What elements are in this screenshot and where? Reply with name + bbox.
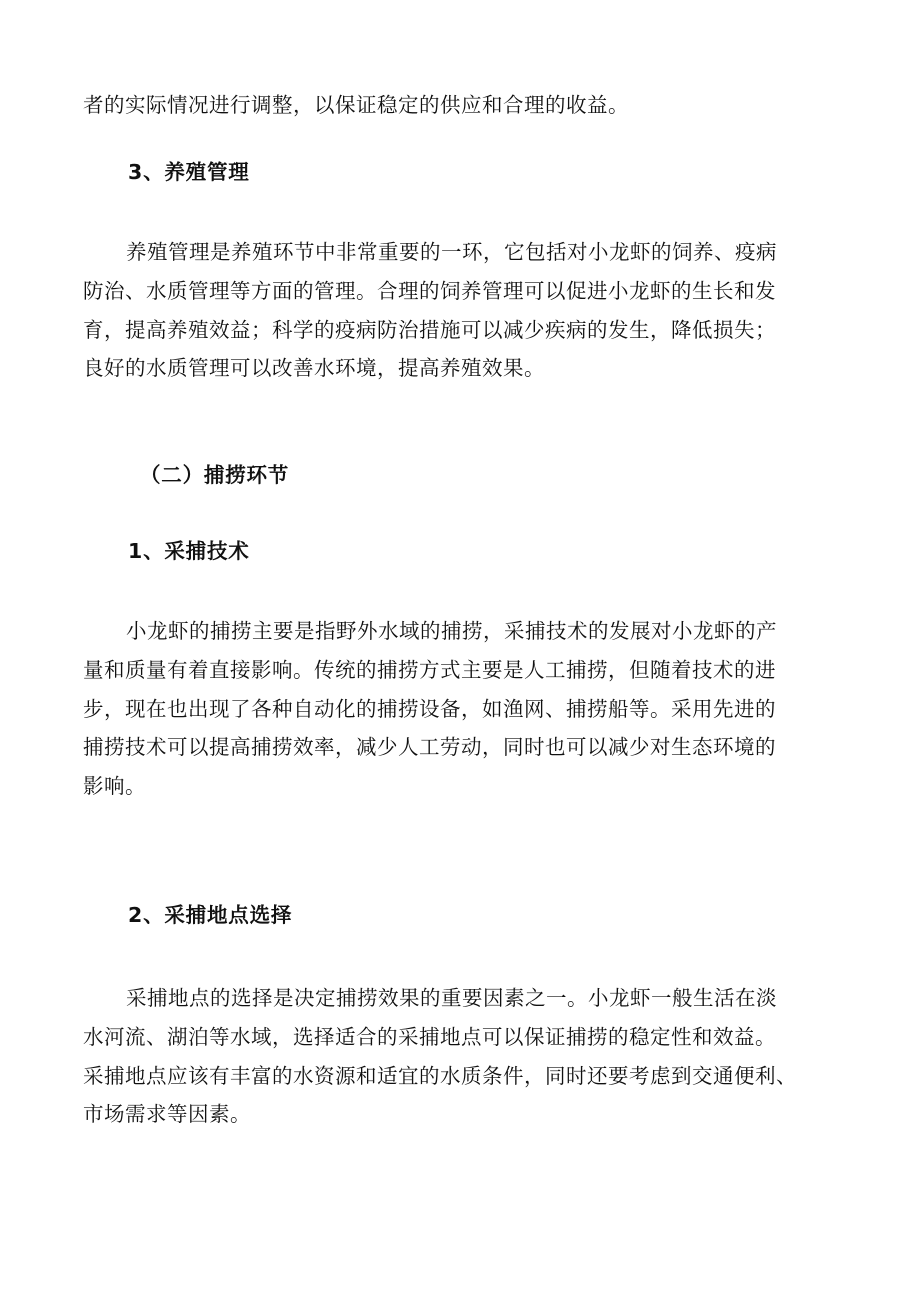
paragraph-line: 养殖管理是养殖环节中非常重要的一环，它包括对小龙虾的饲养、疫病 — [126, 240, 777, 264]
paragraph-line: 良好的水质管理可以改善水环境，提高养殖效果。 — [83, 356, 545, 381]
paragraph-line: 小龙虾的捕捞主要是指野外水域的捕捞，采捕技术的发展对小龙虾的产 — [126, 619, 777, 643]
heading-capture-section: （二）捕捞环节 — [140, 463, 290, 487]
paragraph-line: 影响。 — [83, 774, 146, 799]
paragraph-line: 者的实际情况进行调整，以保证稳定的供应和合理的收益。 — [83, 93, 629, 117]
paragraph-line: 防治、水质管理等方面的管理。合理的饲养管理可以促进小龙虾的生长和发 — [83, 278, 776, 303]
heading-breeding-management: 3、养殖管理 — [128, 160, 250, 184]
paragraph-line: 育，提高养殖效益；科学的疫病防治措施可以减少疾病的发生，降低损失； — [83, 317, 776, 342]
paragraph-line: 捕捞技术可以提高捕捞效率，减少人工劳动，同时也可以减少对生态环境的 — [83, 735, 776, 760]
paragraph-capture-site-selection — [83, 979, 838, 1134]
paragraph-line: 量和质量有着直接影响。传统的捕捞方式主要是人工捕捞，但随着技术的进 — [83, 657, 776, 682]
paragraph-line: 采捕地点应该有丰富的水资源和适宜的水质条件，同时还要考虑到交通便利、 — [83, 1063, 797, 1088]
heading-capture-site-selection: 2、采捕地点选择 — [128, 903, 293, 927]
heading-capture-technique: 1、采捕技术 — [128, 539, 250, 563]
paragraph-capture-technique — [83, 612, 838, 806]
paragraph-line: 市场需求等因素。 — [83, 1102, 251, 1127]
paragraph-line: 水河流、湖泊等水域，选择适合的采捕地点可以保证捕捞的稳定性和效益。 — [83, 1024, 776, 1049]
paragraph-line: 步，现在也出现了各种自动化的捕捞设备，如渔网、捕捞船等。采用先进的 — [83, 696, 776, 721]
paragraph-breeding-management — [83, 233, 838, 388]
paragraph-continuation — [83, 86, 838, 125]
paragraph-line: 采捕地点的选择是决定捕捞效果的重要因素之一。小龙虾一般生活在淡 — [126, 986, 777, 1010]
